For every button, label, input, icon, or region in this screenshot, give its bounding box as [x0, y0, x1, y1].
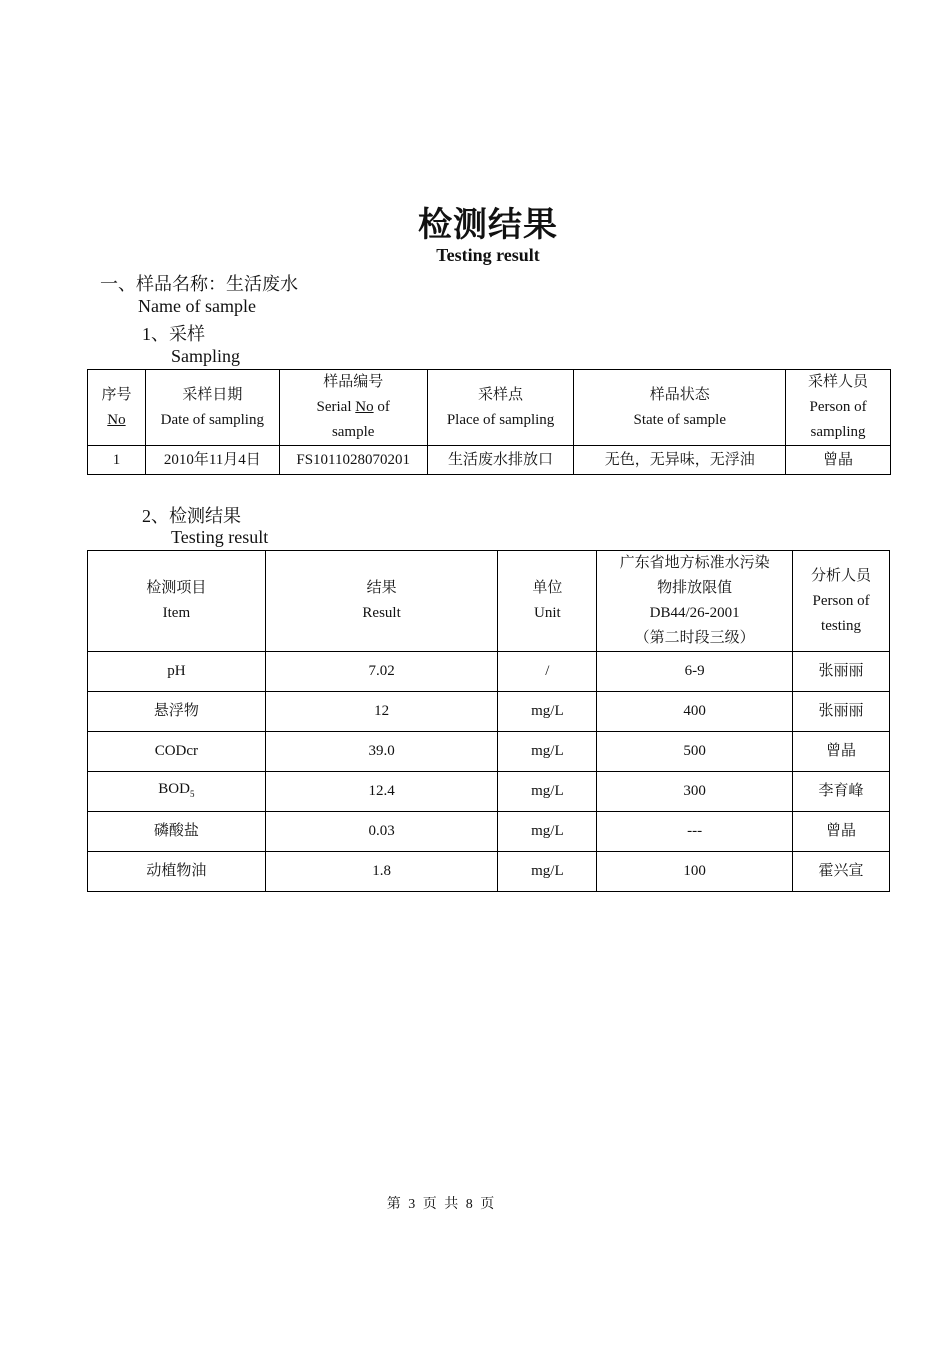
header-date-cn: 采样日期	[182, 386, 243, 403]
table-row	[88, 812, 890, 852]
header-item-en: Item	[162, 605, 191, 621]
header-person	[786, 370, 891, 446]
page-title: 检测结果	[418, 207, 558, 244]
header-item-cn: 检测项目	[146, 580, 207, 596]
table-row	[88, 692, 890, 732]
cell-analyst: 张丽丽	[793, 692, 890, 732]
cell-item: 悬浮物	[88, 692, 266, 732]
cell-limit: 300	[597, 772, 793, 812]
cell-result: 0.03	[265, 812, 498, 852]
header-state-cn: 样品状态	[649, 386, 710, 403]
page-number: 第 3 页 共 8 页	[386, 1197, 497, 1212]
cell-person: 曾晶	[786, 446, 891, 475]
header-analyst-en: Person of	[812, 592, 870, 609]
cell-item: 动植物油	[88, 852, 266, 892]
cell-result: 7.02	[265, 652, 498, 692]
header-serial-en-no: No	[355, 399, 374, 415]
header-date	[145, 370, 279, 446]
cell-unit: mg/L	[498, 812, 597, 852]
header-limit-line: 物排放限值	[657, 580, 733, 596]
header-person-cn: 采样人员	[808, 374, 869, 390]
table-header-row	[88, 551, 890, 652]
cell-analyst: 张丽丽	[793, 652, 890, 692]
header-serial-en	[280, 395, 427, 420]
section-sampling-title: 1、采样	[142, 324, 205, 344]
cell-analyst: 曾晶	[793, 732, 890, 772]
cell-result: 39.0	[265, 732, 498, 772]
header-serial-en-part: Serial	[316, 399, 352, 415]
cell-analyst: 霍兴宣	[793, 852, 890, 892]
cell-unit: mg/L	[498, 692, 597, 732]
cell-place: 生活废水排放口	[427, 446, 574, 475]
cell-item: CODcr	[88, 732, 266, 772]
cell-analyst: 曾晶	[793, 812, 890, 852]
header-no-en: No	[107, 411, 126, 428]
cell-item: pH	[88, 652, 266, 692]
header-serial	[279, 370, 427, 446]
cell-limit: 100	[597, 852, 793, 892]
cell-result: 12	[265, 692, 498, 732]
header-analyst	[793, 551, 890, 652]
cell-limit: 6-9	[597, 652, 793, 692]
sample-name-label-en: Name of sample	[138, 296, 256, 316]
table-row	[88, 446, 891, 475]
table-row	[88, 732, 890, 772]
sample-name-label: 一、样品名称：生活废水	[100, 274, 298, 294]
section-sampling-title-en: Sampling	[171, 346, 241, 366]
header-result	[265, 551, 498, 652]
cell-unit: /	[498, 652, 597, 692]
header-unit-en: Unit	[534, 605, 561, 621]
header-place	[427, 370, 574, 446]
cell-limit: ---	[597, 812, 793, 852]
header-serial-en-part: of	[377, 399, 390, 415]
cell-item	[88, 772, 266, 812]
table-header-row	[88, 370, 891, 446]
cell-state: 无色，无异味，无浮油	[574, 446, 786, 475]
header-limit-line: 广东省地方标准水污染	[619, 555, 770, 571]
cell-unit: mg/L	[498, 772, 597, 812]
cell-item-text: BOD	[158, 780, 190, 797]
table-row	[88, 652, 890, 692]
header-unit-cn: 单位	[532, 580, 563, 596]
cell-serial: FS1011028070201	[279, 446, 427, 475]
header-item	[88, 551, 266, 652]
table-row	[88, 852, 890, 892]
header-analyst-cn: 分析人员	[811, 567, 872, 584]
cell-item-subscript: 5	[189, 788, 195, 799]
cell-result: 1.8	[265, 852, 498, 892]
results-table	[87, 550, 890, 892]
cell-unit: mg/L	[498, 732, 597, 772]
header-no-cn: 序号	[101, 386, 132, 403]
header-limit	[597, 551, 793, 652]
table-row	[88, 772, 890, 812]
header-no	[88, 370, 146, 446]
header-state	[574, 370, 786, 446]
header-result-cn: 结果	[366, 580, 397, 596]
header-limit-line: DB44/26-2001	[649, 605, 740, 621]
sampling-table	[87, 369, 891, 475]
header-state-en: State of sample	[633, 411, 726, 428]
page-subtitle: Testing result	[436, 245, 540, 265]
cell-date: 2010年11月4日	[145, 446, 279, 475]
cell-unit: mg/L	[498, 852, 597, 892]
header-person-en-2: sampling	[810, 424, 866, 440]
header-result-en: Result	[362, 605, 401, 621]
header-place-en: Place of sampling	[446, 411, 555, 428]
cell-item: 磷酸盐	[88, 812, 266, 852]
header-date-en: Date of sampling	[160, 411, 264, 428]
cell-limit: 400	[597, 692, 793, 732]
header-limit-line: （第二时段三级）	[634, 630, 755, 646]
cell-result: 12.4	[265, 772, 498, 812]
header-serial-cn: 样品编号	[323, 374, 384, 390]
header-serial-en-sample: sample	[331, 424, 375, 440]
cell-limit: 500	[597, 732, 793, 772]
header-analyst-en-2: testing	[821, 617, 862, 634]
section-results-title-en: Testing result	[171, 527, 269, 547]
header-place-cn: 采样点	[478, 386, 524, 403]
header-unit	[498, 551, 597, 652]
cell-no: 1	[88, 446, 146, 475]
header-person-en: Person of	[809, 399, 867, 415]
cell-analyst: 李育峰	[793, 772, 890, 812]
section-results-title: 2、检测结果	[142, 506, 241, 526]
